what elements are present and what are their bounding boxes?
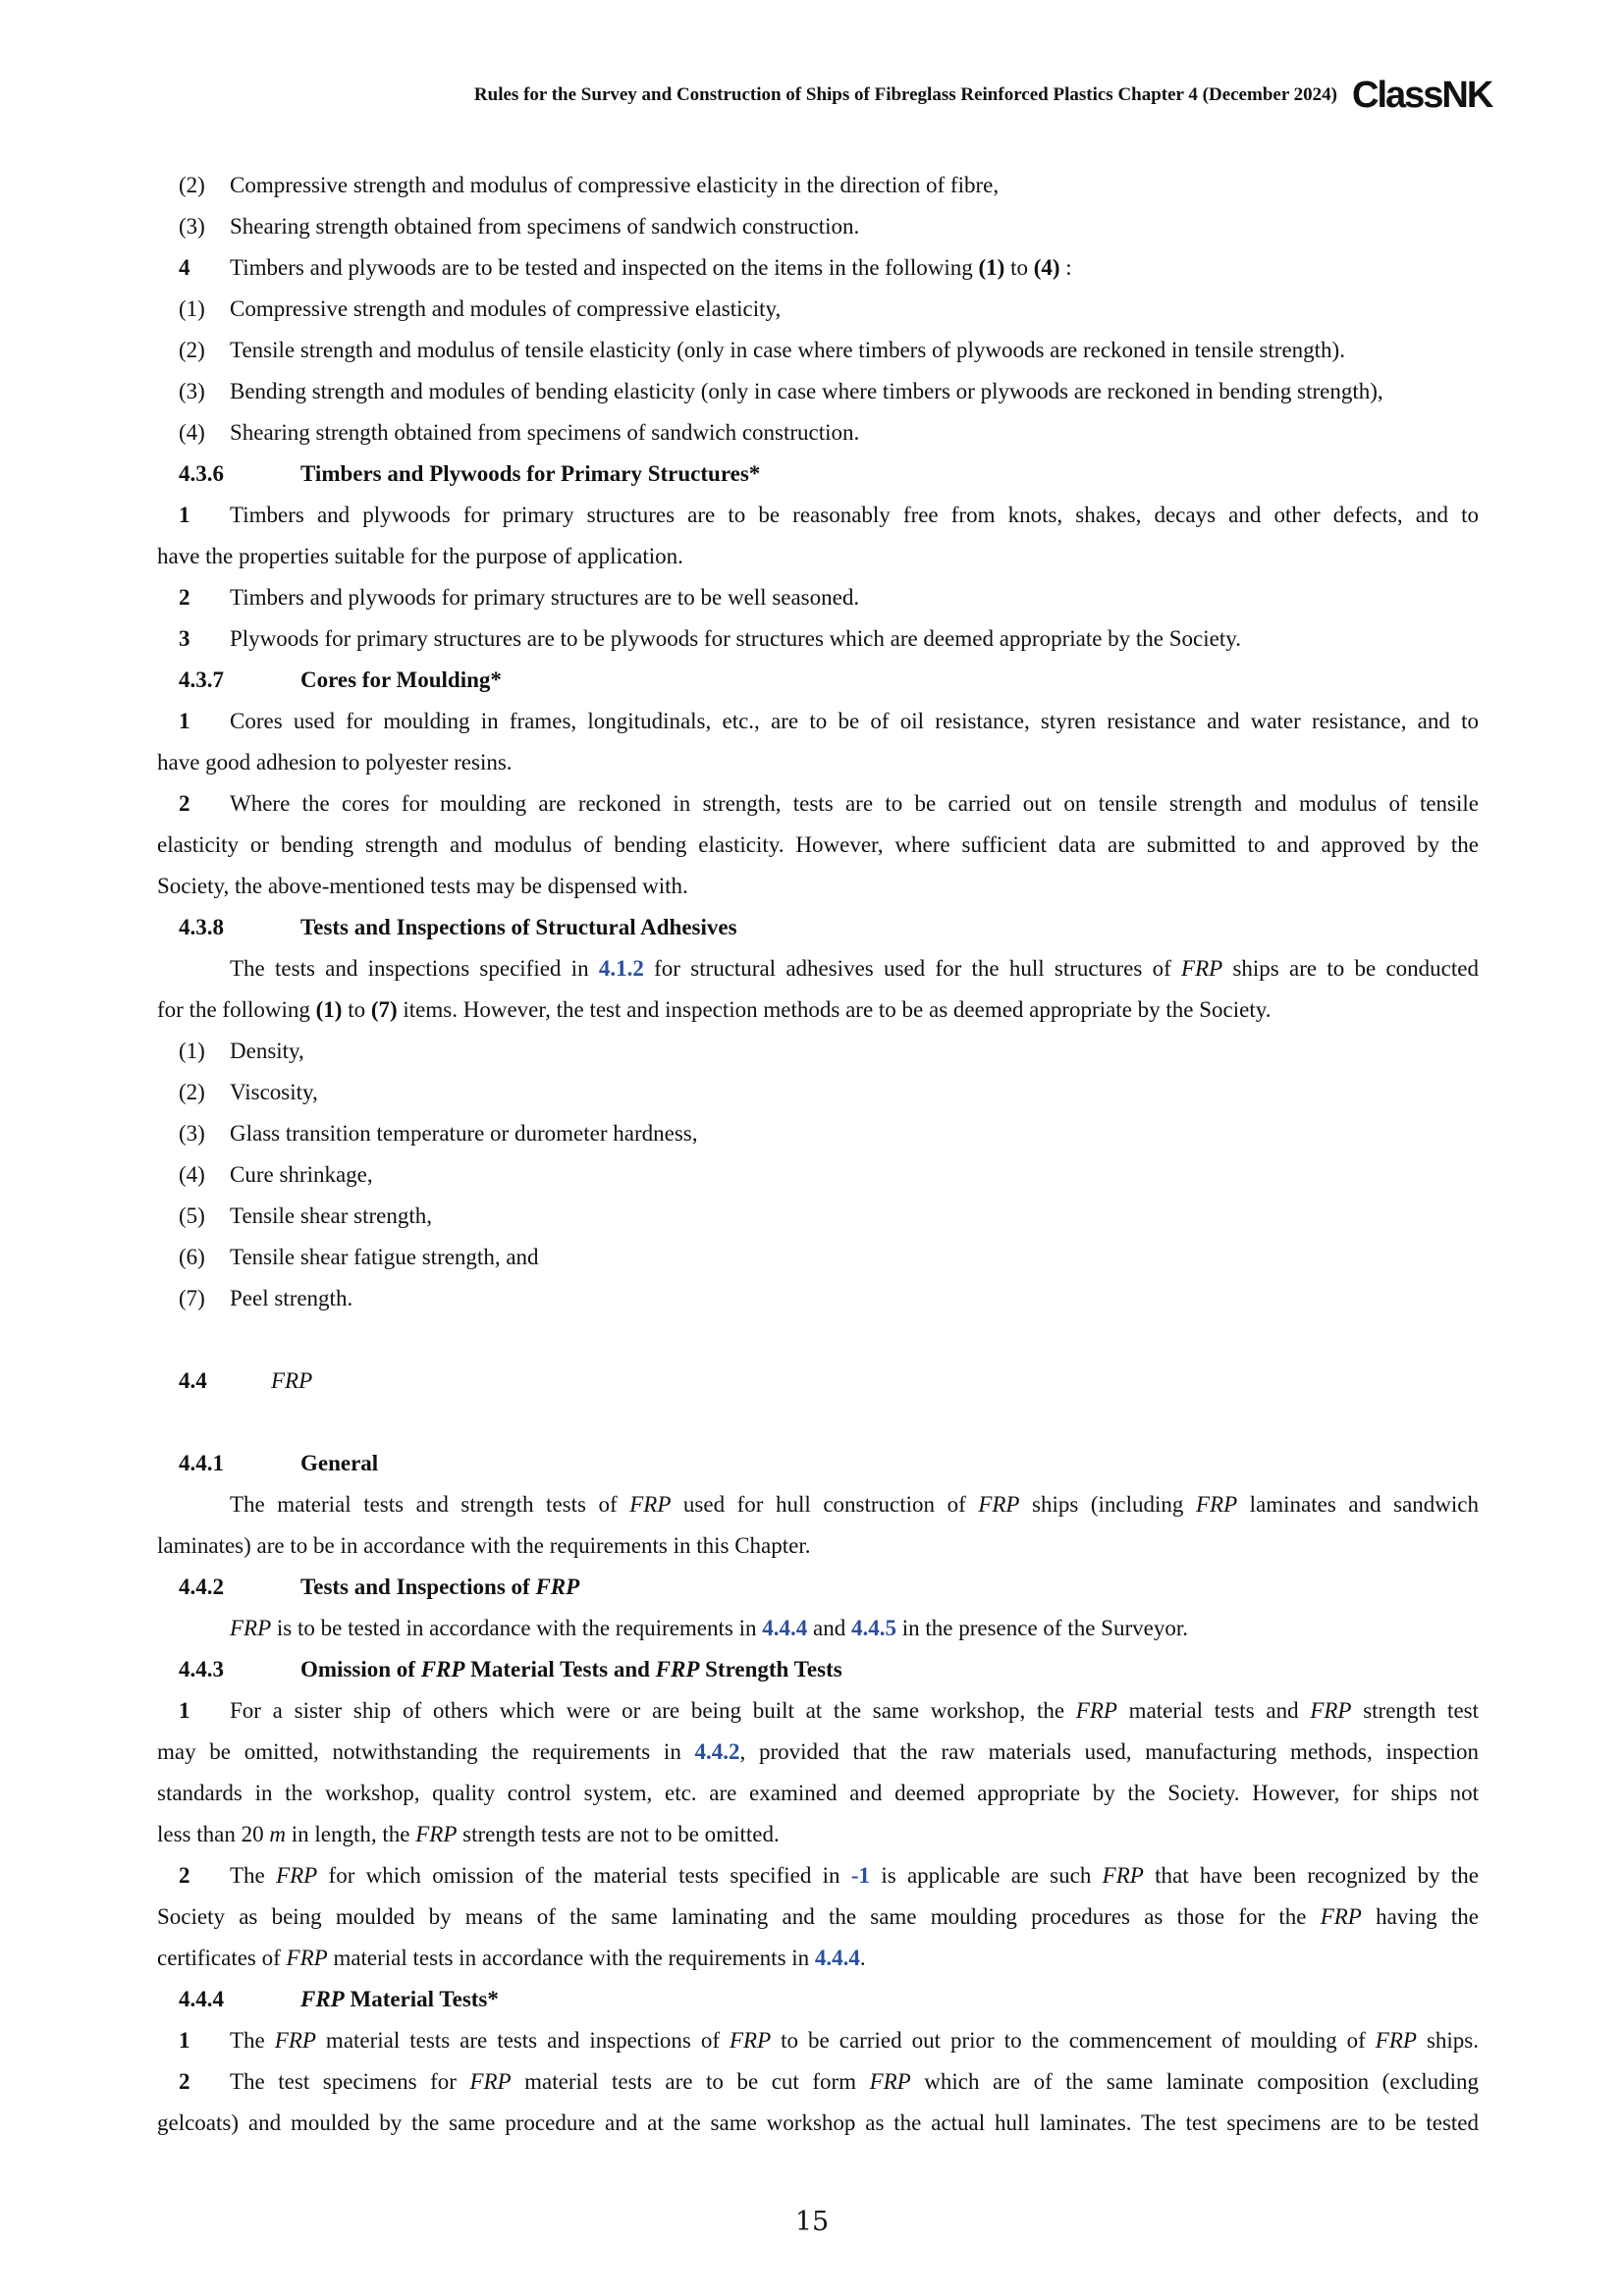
paragraph: 1 For a sister ship of others which were or are being built at the same workshop, the FRP material tests and FRP strength test	[179, 1698, 1479, 1723]
section-heading: 4.4.1 General	[179, 1451, 379, 1475]
list-item: (1) Compressive strength and modules of compressive elasticity,	[179, 296, 782, 321]
paragraph-continuation: have the properties suitable for the purpose of application.	[157, 544, 683, 568]
list-item: (1) Density,	[179, 1039, 304, 1063]
classnk-logo: ClassNK	[1352, 75, 1492, 116]
paragraph-continuation: certificates of FRP material tests in accordance with the requirements in 4.4.4.	[157, 1946, 866, 1970]
paragraph-continuation: for the following (1) to (7) items. However, the test and inspection methods are to be as deemed appropriate by the Society.	[157, 997, 1272, 1022]
paragraph-continuation: elasticity or bending strength and modulus of bending elasticity. However, where sufficient data are submitted to and approved by the	[157, 832, 1479, 857]
cross-reference-link[interactable]: -1	[850, 1863, 871, 1888]
cross-reference-link[interactable]: 4.1.2	[598, 956, 644, 981]
list-item: (7) Peel strength.	[179, 1286, 353, 1310]
list-item: (6) Tensile shear fatigue strength, and	[179, 1245, 539, 1269]
paragraph-continuation: may be omitted, notwithstanding the requirements in 4.4.2, provided that the raw materials used, manufacturing methods, inspection	[157, 1739, 1479, 1764]
paragraph: 4 Timbers and plywoods are to be tested and inspected on the items in the following (1) to (4) :	[179, 255, 1072, 280]
page-number: 15	[794, 2207, 830, 2237]
paragraph: The material tests and strength tests of FRP used for hull construction of FRP ships (including FRP laminates and sandwich	[230, 1492, 1479, 1517]
paragraph: 1 The FRP material tests are tests and inspections of FRP to be carried out prior to the commencement of moulding of FRP ships.	[179, 2028, 1479, 2053]
paragraph: 2 The FRP for which omission of the material tests specified in -1 is applicable are such FRP that have been recognized by the	[179, 1863, 1479, 1888]
paragraph: 2 Timbers and plywoods for primary structures are to be well seasoned.	[179, 585, 860, 610]
list-item: (3) Shearing strength obtained from specimens of sandwich construction.	[179, 214, 860, 239]
paragraph-continuation: have good adhesion to polyester resins.	[157, 750, 513, 774]
page-body	[157, 165, 1479, 2144]
paragraph: 3 Plywoods for primary structures are to be plywoods for structures which are deemed appropriate by the Society.	[179, 626, 1242, 651]
paragraph: 1 Timbers and plywoods for primary structures are to be reasonably free from knots, shakes, decays and other defects, and to	[179, 503, 1479, 527]
paragraph: 1 Cores used for moulding in frames, longitudinals, etc., are to be of oil resistance, styren resistance and water resistance, and to	[179, 709, 1479, 733]
paragraph-continuation: Society as being moulded by means of the same laminating and the same moulding procedures as those for the FRP having the	[157, 1904, 1479, 1929]
list-item: (3) Glass transition temperature or durometer hardness,	[179, 1121, 698, 1146]
header-title: Rules for the Survey and Construction of Ships of Fibreglass Reinforced Plastics Chapter 4 (December 2024)	[473, 84, 1337, 105]
list-item: (5) Tensile shear strength,	[179, 1203, 432, 1228]
paragraph: The tests and inspections specified in 4.1.2 for structural adhesives used for the hull structures of FRP ships are to be conducted	[230, 956, 1479, 981]
paragraph-continuation: laminates) are to be in accordance with the requirements in this Chapter.	[157, 1533, 811, 1558]
list-item: (2) Tensile strength and modulus of tensile elasticity (only in case where timbers of plywoods are reckoned in tensile strength).	[179, 338, 1345, 362]
section-heading: 4.4.4 FRP Material Tests*	[179, 1987, 499, 2011]
list-item: (3) Bending strength and modules of bending elasticity (only in case where timbers or plywoods are reckoned in bending strength),	[179, 379, 1383, 403]
cross-reference-link[interactable]: 4.4.2	[694, 1739, 740, 1764]
cross-reference-link[interactable]: 4.4.5	[850, 1616, 896, 1640]
section-heading: 4.4.3 Omission of FRP Material Tests and FRP Strength Tests	[179, 1657, 842, 1682]
list-item: (4) Shearing strength obtained from specimens of sandwich construction.	[179, 420, 860, 445]
paragraph: 2 The test specimens for FRP material tests are to be cut form FRP which are of the same laminate composition (excluding	[179, 2069, 1480, 2094]
paragraph-continuation: standards in the workshop, quality control system, etc. are examined and deemed appropriate by the Society. However, for ships not	[157, 1781, 1479, 1805]
list-item: (4) Cure shrinkage,	[179, 1162, 373, 1187]
paragraph-continuation: less than 20 m in length, the FRP strength tests are not to be omitted.	[157, 1822, 780, 1846]
section-heading: 4.3.7 Cores for Moulding*	[179, 667, 502, 692]
page-header	[0, 73, 1624, 120]
cross-reference-link[interactable]: 4.4.4	[814, 1946, 860, 1970]
paragraph-continuation: gelcoats) and moulded by the same procedure and at the same workshop as the actual hull laminates. The test specimens are to be tested	[157, 2110, 1479, 2135]
cross-reference-link[interactable]: 4.4.4	[762, 1616, 808, 1640]
list-item: (2) Compressive strength and modulus of compressive elasticity in the direction of fibre,	[179, 173, 1000, 197]
paragraph: FRP is to be tested in accordance with the requirements in 4.4.4 and 4.4.5 in the presence of the Surveyor.	[230, 1616, 1188, 1640]
paragraph: 2 Where the cores for moulding are reckoned in strength, tests are to be carried out on tensile strength and modulus of tensile	[179, 791, 1479, 816]
list-item: (2) Viscosity,	[179, 1080, 318, 1104]
section-heading: 4.3.8 Tests and Inspections of Structural Adhesives	[179, 915, 737, 939]
section-heading: 4.4.2 Tests and Inspections of FRP	[179, 1575, 580, 1599]
section-heading: 4.3.6 Timbers and Plywoods for Primary Structures*	[179, 461, 761, 486]
chapter-section-heading: 4.4 FRP	[179, 1368, 313, 1393]
paragraph-continuation: Society, the above-mentioned tests may be dispensed with.	[157, 874, 688, 898]
